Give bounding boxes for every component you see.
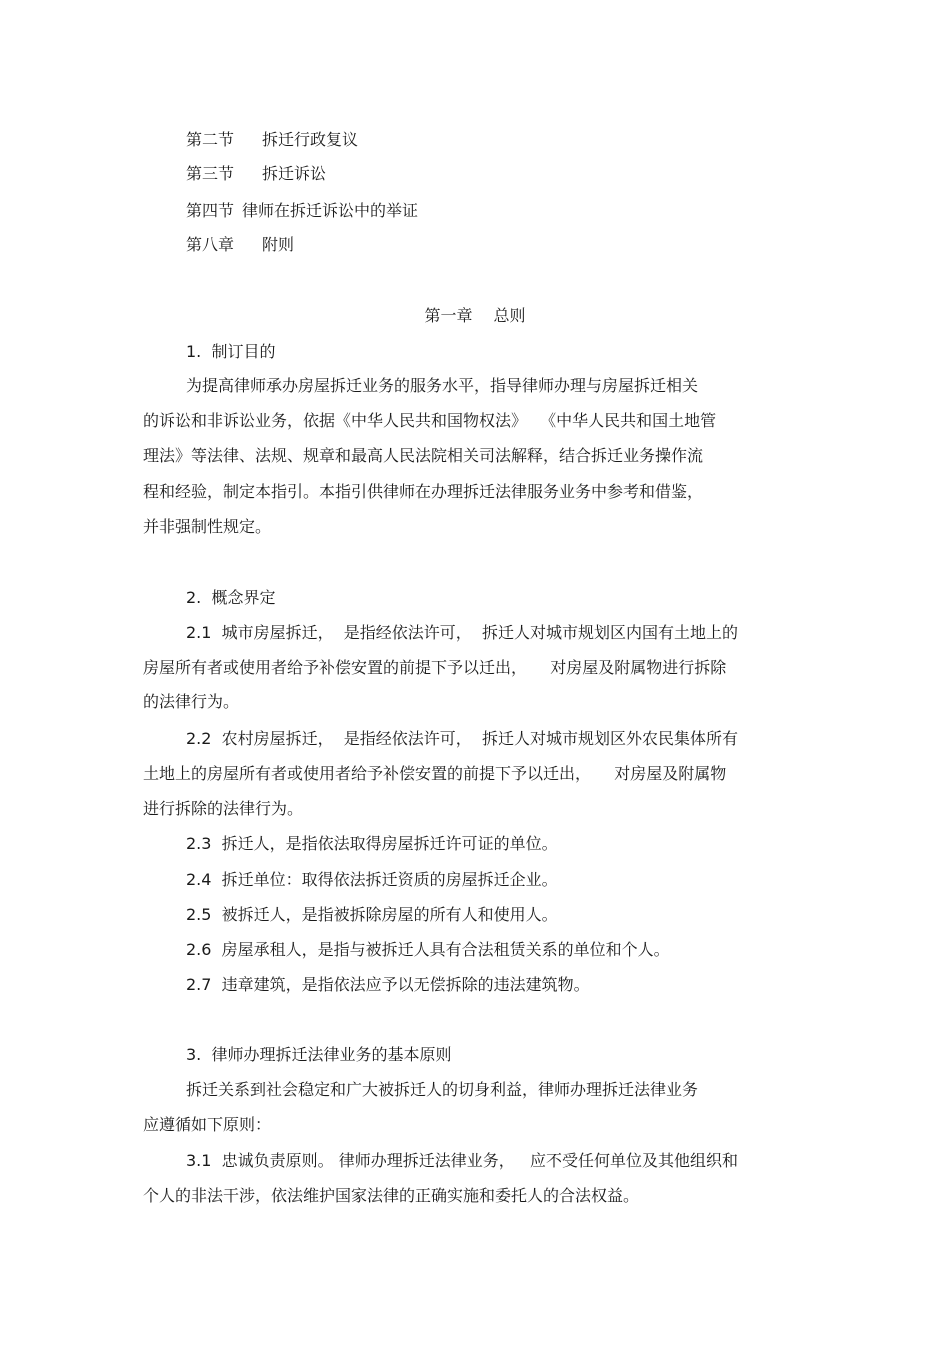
toc-title: 律师在拆迁诉讼中的举证 xyxy=(242,201,419,220)
paragraph-line: 个人的非法干涉，依法维护国家法律的正确实施和委托人的合法权益。 xyxy=(143,1186,640,1205)
toc-title: 拆迁诉讼 xyxy=(262,164,327,183)
toc-number: 第三节 xyxy=(186,164,235,183)
paragraph-line: 理法》等法律、法规、规章和最高人民法院相关司法解释，结合拆迁业务操作流 xyxy=(143,446,704,465)
paragraph-line: 拆迁关系到社会稳定和广大被拆迁人的切身利益，律师办理拆迁法律业务 xyxy=(186,1080,699,1099)
paragraph-line: 的诉讼和非诉讼业务，依据《中华人民共和国物权法》 《中华人民共和国土地管 xyxy=(143,411,717,430)
paragraph-line: 应遵循如下原则： xyxy=(143,1115,272,1134)
paragraph-line: 2.4 拆迁单位：取得依法拆迁资质的房屋拆迁企业。 xyxy=(186,870,558,889)
paragraph-line: 2.5 被拆迁人，是指被拆除房屋的所有人和使用人。 xyxy=(186,905,558,924)
paragraph-line: 为提高律师承办房屋拆迁业务的服务水平，指导律师办理与房屋拆迁相关 xyxy=(186,376,699,395)
paragraph-line: 并非强制性规定。 xyxy=(143,517,272,536)
paragraph-line: 2.2 农村房屋拆迁， 是指经依法许可， 拆迁人对城市规划区外农民集体所有 xyxy=(186,729,738,748)
toc-item xyxy=(186,130,358,150)
paragraph-line: 的法律行为。 xyxy=(143,692,240,711)
toc-title: 拆迁行政复议 xyxy=(262,130,359,149)
toc-item xyxy=(186,235,294,255)
toc-item xyxy=(186,164,326,184)
toc-title: 附则 xyxy=(262,235,295,254)
toc-item xyxy=(186,201,418,221)
paragraph-line: 2.3 拆迁人，是指依法取得房屋拆迁许可证的单位。 xyxy=(186,834,558,853)
section-heading: 3. 律师办理拆迁法律业务的基本原则 xyxy=(186,1045,452,1064)
paragraph-line: 2.1 城市房屋拆迁， 是指经依法许可， 拆迁人对城市规划区内国有土地上的 xyxy=(186,623,738,642)
toc-number: 第四节 xyxy=(186,201,235,220)
chapter-title: 第一章 总则 xyxy=(424,306,526,325)
paragraph-line: 2.7 违章建筑，是指依法应予以无偿拆除的违法建筑物。 xyxy=(186,975,590,994)
paragraph-line: 程和经验，制定本指引。本指引供律师在办理拆迁法律服务业务中参考和借鉴， xyxy=(143,482,704,501)
paragraph-line: 土地上的房屋所有者或使用者给予补偿安置的前提下予以迁出， 对房屋及附属物 xyxy=(143,764,727,783)
paragraph-line: 进行拆除的法律行为。 xyxy=(143,799,304,818)
toc-number: 第八章 xyxy=(186,235,235,254)
paragraph-line: 3.1 忠诚负责原则。 律师办理拆迁法律业务， 应不受任何单位及其他组织和 xyxy=(186,1151,738,1170)
toc-number: 第二节 xyxy=(186,130,235,149)
paragraph-line: 2.6 房屋承租人，是指与被拆迁人具有合法租赁关系的单位和个人。 xyxy=(186,940,670,959)
section-heading: 1. 制订目的 xyxy=(186,342,276,361)
section-heading: 2. 概念界定 xyxy=(186,588,276,607)
paragraph-line: 房屋所有者或使用者给予补偿安置的前提下予以迁出， 对房屋及附属物进行拆除 xyxy=(143,658,727,677)
